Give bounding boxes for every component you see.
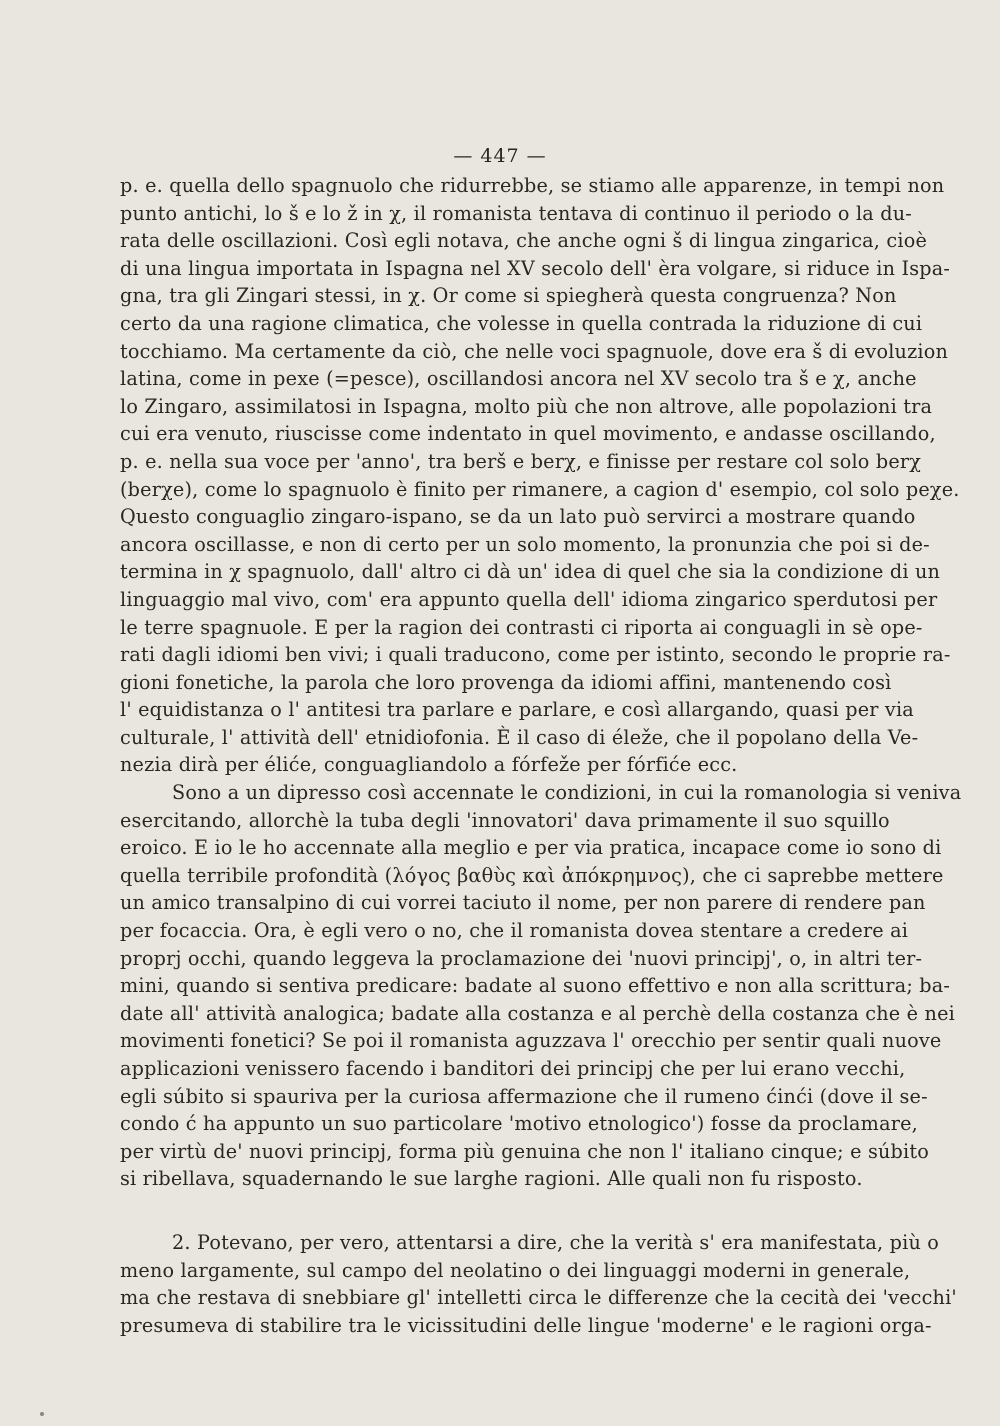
text-line: (berχe), come lo spagnuolo è finito per rimanere, a cagion d' esempio, col solo peχe.: [120, 477, 960, 501]
text-line: Questo conguaglio zingaro-ispano, se da un lato può servirci a mostrare quando: [120, 505, 916, 529]
text-line: p. e. quella dello spagnuolo che ridurrebbe, se stiamo alle apparenze, in tempi non: [120, 174, 945, 197]
paragraph-2: [120, 779, 962, 1193]
text-line: condo ć ha appunto un suo particolare 'motivo etnologico') fosse da proclamare,: [120, 1112, 918, 1136]
section-gap: [120, 1193, 865, 1229]
text-line: applicazioni venissero facendo i banditori dei principj che per lui erano vecchi,: [120, 1057, 906, 1080]
text-line: per virtù de' nuovi principj, forma più genuina che non l' italiano cinque; e súbito: [120, 1139, 930, 1163]
page-number: — 447 —: [453, 145, 547, 167]
text-line: ancora oscillasse, e non di certo per un solo momento, la pronunzia che poi si de-: [120, 532, 930, 556]
text-line: ma che restava di snebbiare gl' intelletti circa le differenze che la cecità dei 'vecchi': [120, 1286, 957, 1310]
text-line: mini, quando si sentiva predicare: badate al suono effettivo e non alla scrittura; ba-: [120, 974, 951, 998]
text-line: movimenti fonetici? Se poi il romanista aguzzava l' orecchio per sentir quali nuove: [120, 1029, 942, 1053]
text-line: linguaggio mal vivo, com' era appunto quella dell' idioma zingarico sperdutosi per: [120, 587, 938, 611]
text-line: meno largamente, sul campo del neolatino o dei linguaggi moderni in generale,: [120, 1258, 911, 1282]
text-line: 2. Potevano, per vero, attentarsi a dire, che la verità s' era manifestata, più o: [172, 1230, 940, 1254]
text-line: proprj occhi, quando leggeva la proclamazione dei 'nuovi principj', o, in altri ter-: [120, 946, 923, 970]
text-line: un amico transalpino di cui vorrei taciuto il nome, per non parere di rendere pan: [120, 891, 926, 915]
text-line: p. e. nella sua voce per 'anno', tra berš e berχ, e finisse per restare col solo berχ: [120, 449, 922, 473]
text-line: date all' attività analogica; badate alla costanza e al perchè della costanza che è nei: [120, 1001, 955, 1025]
text-line: gna, tra gli Zingari stessi, in χ. Or come si spiegherà questa congruenza? Non: [120, 284, 897, 308]
text-line: eroico. E io le ho accennate alla meglio e per via pratica, incapace come io sono di: [120, 836, 942, 860]
text-line: le terre spagnuole. E per la ragion dei contrasti ci riporta ai conguagli in sè ope-: [120, 615, 923, 639]
text-line: cui era venuto, riuscisse come indentato in quel movimento, e andasse oscillando,: [120, 422, 936, 446]
text-line: latina, come in pexe (=pesce), oscillandosi ancora nel XV secolo tra š e χ, anche: [120, 367, 917, 391]
text-line: si ribellava, squadernando le sue larghe ragioni. Alle quali non fu risposto.: [120, 1167, 863, 1191]
text-line: tocchiamo. Ma certamente da ciò, che nelle voci spagnuole, dove era š di evoluzion: [120, 339, 949, 363]
text-line: di una lingua importata in Ispagna nel XV secolo dell' èra volgare, si riduce in Ispa-: [120, 256, 951, 280]
text-line: nezia dirà per éliće, conguagliandolo a fórfeže per fórfiće ecc.: [120, 753, 738, 777]
text-line: esercitando, allorchè la tuba degli 'innovatori' dava primamente il suo squillo: [120, 808, 890, 832]
text-line: Sono a un dipresso così accennate le condizioni, in cui la romanologia si veniva: [172, 781, 962, 805]
text-line: rati dagli idiomi ben vivi; i quali traducono, come per istinto, secondo le proprie ra-: [120, 643, 951, 667]
text-line: lo Zingaro, assimilatosi in Ispagna, molto più che non altrove, alle popolazioni tra: [120, 394, 933, 418]
text-line: presumeva di stabilire tra le vicissitudini delle lingue 'moderne' e le ragioni orga-: [120, 1313, 932, 1337]
text-line: per focaccia. Ora, è egli vero o no, che il romanista dovea stentare a credere ai: [120, 919, 909, 943]
text-line: culturale, l' attività dell' etnidiofonia. È il caso di éleže, che il popolano della Ve-: [120, 725, 919, 749]
text-line: gioni fonetiche, la parola che loro provenga da idiomi affini, mantenendo così: [120, 670, 892, 694]
text-line: certo da una ragione climatica, che volesse in quella contrada la riduzione di cui: [120, 311, 923, 335]
text-line: termina in χ spagnuolo, dall' altro ci dà un' idea di quel che sia la condizione di un: [120, 560, 941, 584]
text-line: punto antichi, lo š e lo ž in χ, il romanista tentava di continuo il periodo o la du-: [120, 201, 912, 225]
ink-smudge: [40, 1412, 44, 1416]
paragraph-1: [120, 172, 960, 779]
body-text: [120, 172, 962, 1339]
paragraph-3: [120, 1229, 957, 1339]
text-line: rata delle oscillazioni. Così egli notava, che anche ogni š di lingua zingarica, cioè: [120, 229, 927, 253]
text-line: egli súbito si spauriva per la curiosa affermazione che il rumeno ćinći (dove il se-: [120, 1084, 928, 1108]
text-line: l' equidistanza o l' antitesi tra parlare e parlare, e così allargando, quasi per via: [120, 698, 914, 722]
text-line: quella terribile profondità (λόγος βαθὺς καὶ ἀπόκρημνος), che ci saprebbe mettere: [120, 863, 944, 887]
